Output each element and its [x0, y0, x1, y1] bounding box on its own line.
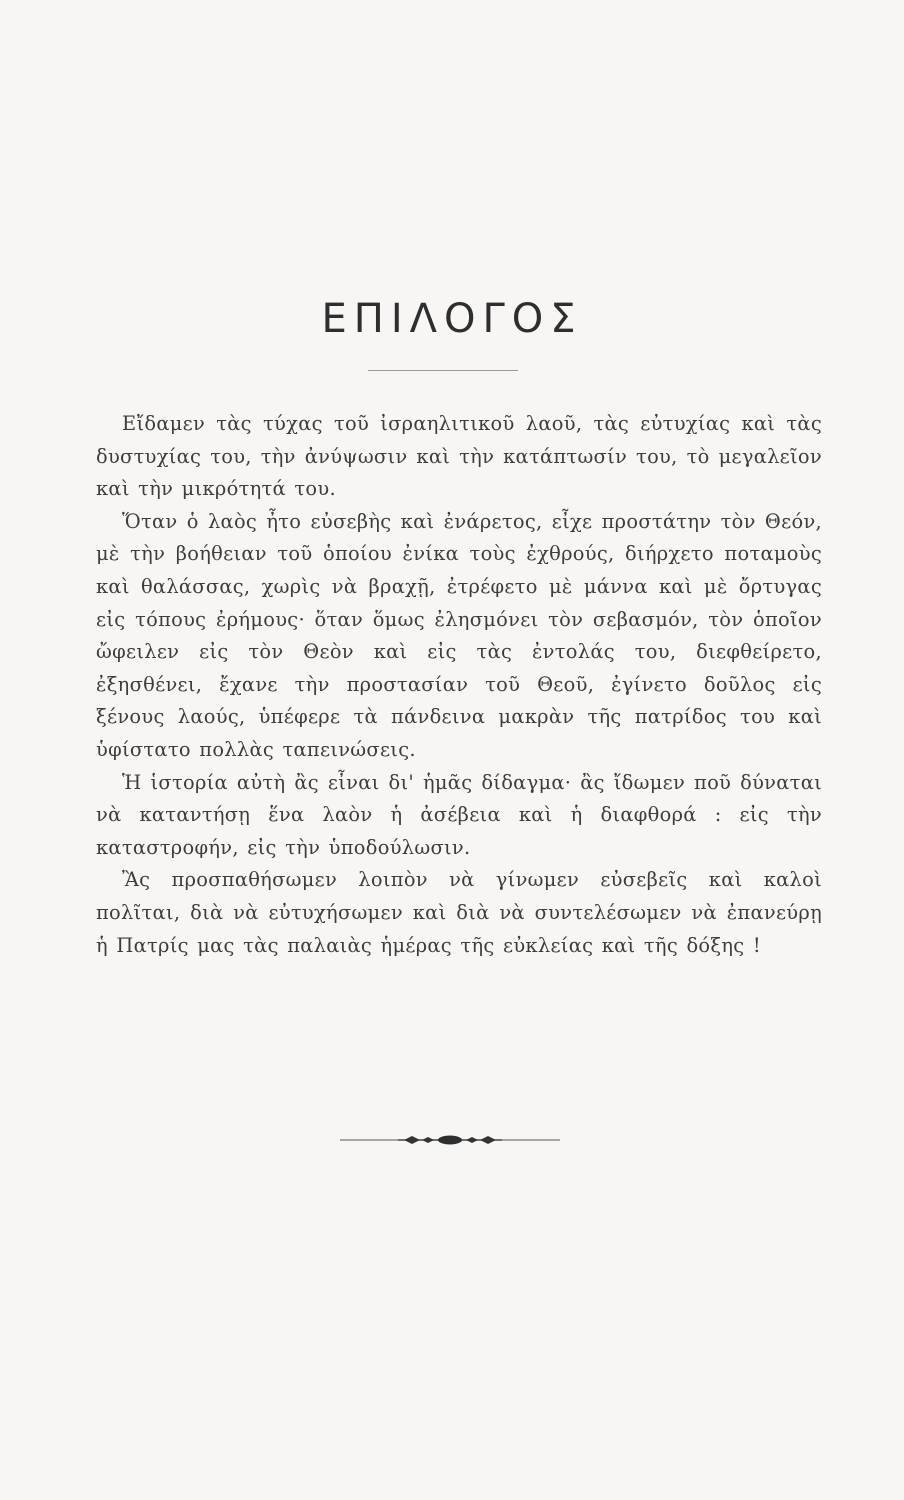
chapter-title: ΕΠΙΛΟΓΟΣ	[321, 296, 583, 342]
paragraph-2: Ὅταν ὁ λαὸς ἦτο εὐσεβὴς καὶ ἐνάρετος, εἶχε προστάτην τὸν Θεόν, μὲ τὴν βοήθειαν τοῦ ὁποίου ἐνίκα τοὺς ἐχθρούς, διήρχετο ποταμοὺς καὶ θαλάσσας, χωρὶς νὰ βραχῇ, ἐτρέφετο μὲ μάννα καὶ μὲ ὄρτυγας εἰς τόπους ἐρήμους· ὅταν ὅμως ἐλησμόνει τὸν σεβασμόν, τὸν ὁποῖον ὤφειλεν εἰς τὸν Θεὸν καὶ εἰς τὰς ἐντολάς του, διεφθείρετο, ἐξησθένει, ἔχανε τὴν προστασίαν τοῦ Θεοῦ, ἐγίνετο δοῦλος εἰς ξένους λαούς, ὑπέφερε τὰ πάνδεινα μακρὰν τῆς πατρίδος του καὶ ὑφίστατο πολλὰς ταπεινώσεις.	[96, 509, 822, 761]
paragraph-3: Ἡ ἱστορία αὐτὴ ἂς εἶναι δι' ἡμᾶς δίδαγμα· ἂς ἴδωμεν ποῦ δύναται νὰ καταντήσῃ ἕνα λαὸν ἡ ἀσέβεια καὶ ἡ διαφθορά : εἰς τὴν καταστροφήν, εἰς τὴν ὑποδούλωσιν.	[96, 770, 822, 859]
title-divider	[368, 370, 518, 371]
epilogue-text	[96, 408, 822, 962]
end-ornament	[340, 1128, 560, 1152]
paragraph-4: Ἂς προσπαθήσωμεν λοιπὸν νὰ γίνωμεν εὐσεβεῖς καὶ καλοὶ πολῖται, διὰ νὰ εὐτυχήσωμεν καὶ διὰ νὰ συντελέσωμεν νὰ ἐπανεύρῃ ἡ Πατρίς μας τὰς παλαιὰς ἡμέρας τῆς εὐκλείας καὶ τῆς δόξης !	[96, 868, 822, 957]
paragraph-1: Εἴδαμεν τὰς τύχας τοῦ ἰσραηλιτικοῦ λαοῦ, τὰς εὐτυχίας καὶ τὰς δυστυχίας του, τὴν ἀνύψωσιν καὶ τὴν κατάπτωσίν του, τὸ μεγαλεῖον καὶ τὴν μικρότητά του.	[96, 412, 822, 501]
